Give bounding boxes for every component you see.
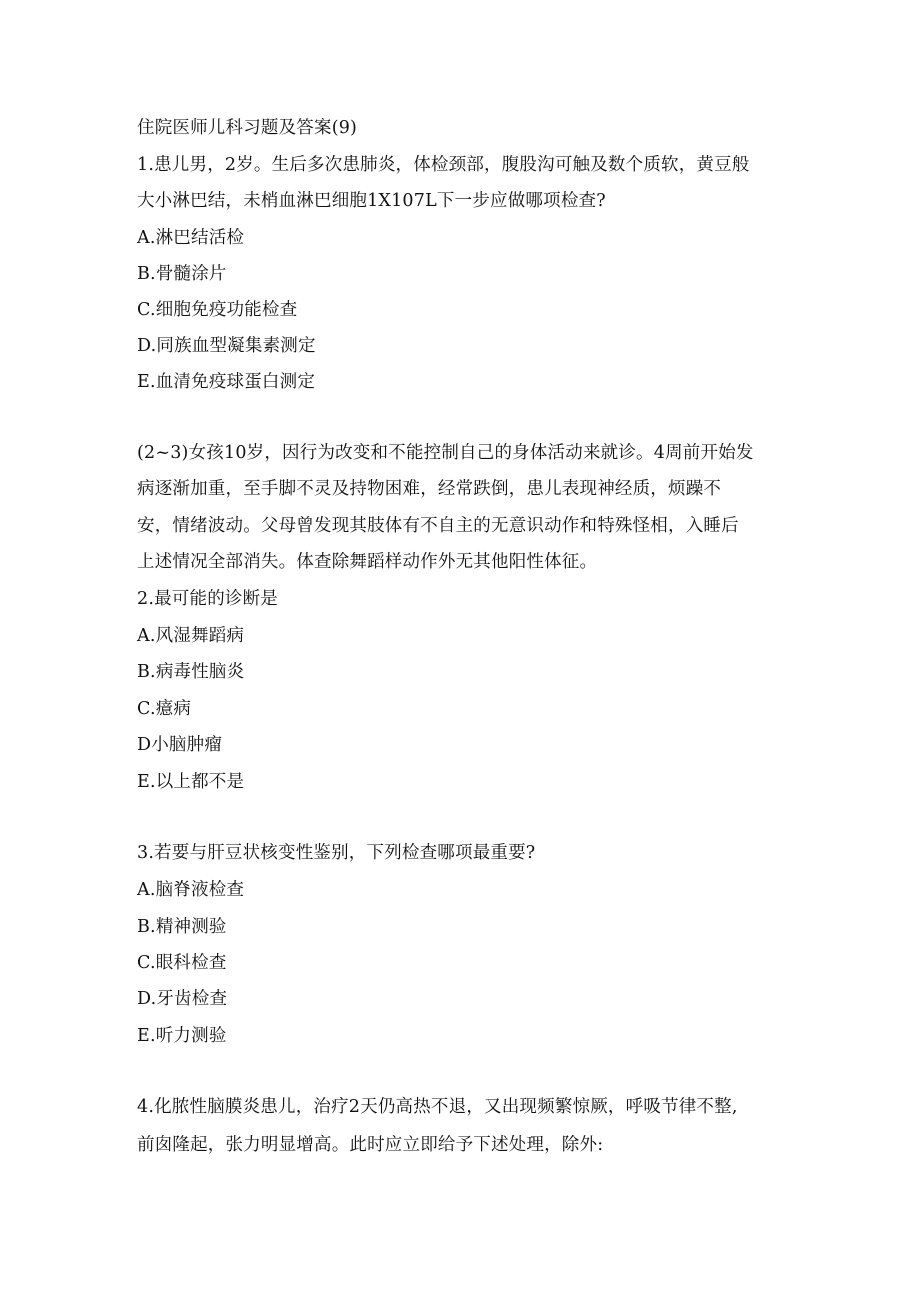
question-1-stem-line-2: 大小淋巴结，未梢血淋巴细胞1X107L下一步应做哪项检查?	[137, 191, 606, 211]
question-3-stem: 3.若要与肝豆状核变性鉴别，下列检查哪项最重要?	[137, 843, 536, 863]
question-3-option-c: C.眼科检查	[137, 953, 227, 973]
question-2-option-d: D小脑肿瘤	[137, 735, 223, 755]
question-3-option-a: A.脑脊液检查	[137, 880, 245, 900]
case-2-3-line-3: 安，情绪波动。父母曾发现其肢体有不自主的无意识动作和特殊怪相，入睡后	[137, 516, 739, 536]
document-title: 住院医师儿科习题及答案(9)	[137, 118, 358, 138]
question-3-option-b: B.精神测验	[137, 917, 227, 937]
question-1-option-e: E.血清免疫球蛋白测定	[137, 372, 316, 392]
question-1-option-b: B.骨髓涂片	[137, 264, 227, 284]
case-2-3-line-1: (2~3)女孩10岁，因行为改变和不能控制自己的身体活动来就诊。4周前开始发	[137, 443, 754, 463]
question-1-option-c: C.细胞免疫功能检查	[137, 300, 298, 320]
question-4-stem-line-1: 4.化脓性脑膜炎患儿，治疗2天仍高热不退，又出现频繁惊厥，呼吸节律不整,	[137, 1097, 738, 1117]
question-1-option-a: A.淋巴结活检	[137, 228, 245, 248]
question-3-option-e: E.听力测验	[137, 1026, 227, 1046]
question-1-stem-line-1: 1.患儿男，2岁。生后多次患肺炎，体检颈部，腹股沟可触及数个质软，黄豆般	[137, 155, 750, 175]
question-1-option-d: D.同族血型凝集素测定	[137, 336, 316, 356]
question-2-option-b: B.病毒性脑炎	[137, 662, 245, 682]
case-2-3-line-4: 上述情况全部消失。体查除舞蹈样动作外无其他阳性体征。	[137, 552, 598, 572]
question-2-option-a: A.风湿舞蹈病	[137, 626, 245, 646]
question-2-option-e: E.以上都不是	[137, 772, 245, 792]
question-2-stem: 2.最可能的诊断是	[137, 589, 278, 609]
question-3-option-d: D.牙齿检查	[137, 989, 228, 1009]
question-2-option-c: C.癔病	[137, 699, 192, 719]
question-4-stem-line-2: 前囱隆起，张力明显增高。此时应立即给予下述处理，除外:	[137, 1135, 604, 1155]
case-2-3-line-2: 病逐渐加重，至手脚不灵及持物困难，经常跌倒，患儿表现神经质，烦躁不	[137, 479, 722, 499]
